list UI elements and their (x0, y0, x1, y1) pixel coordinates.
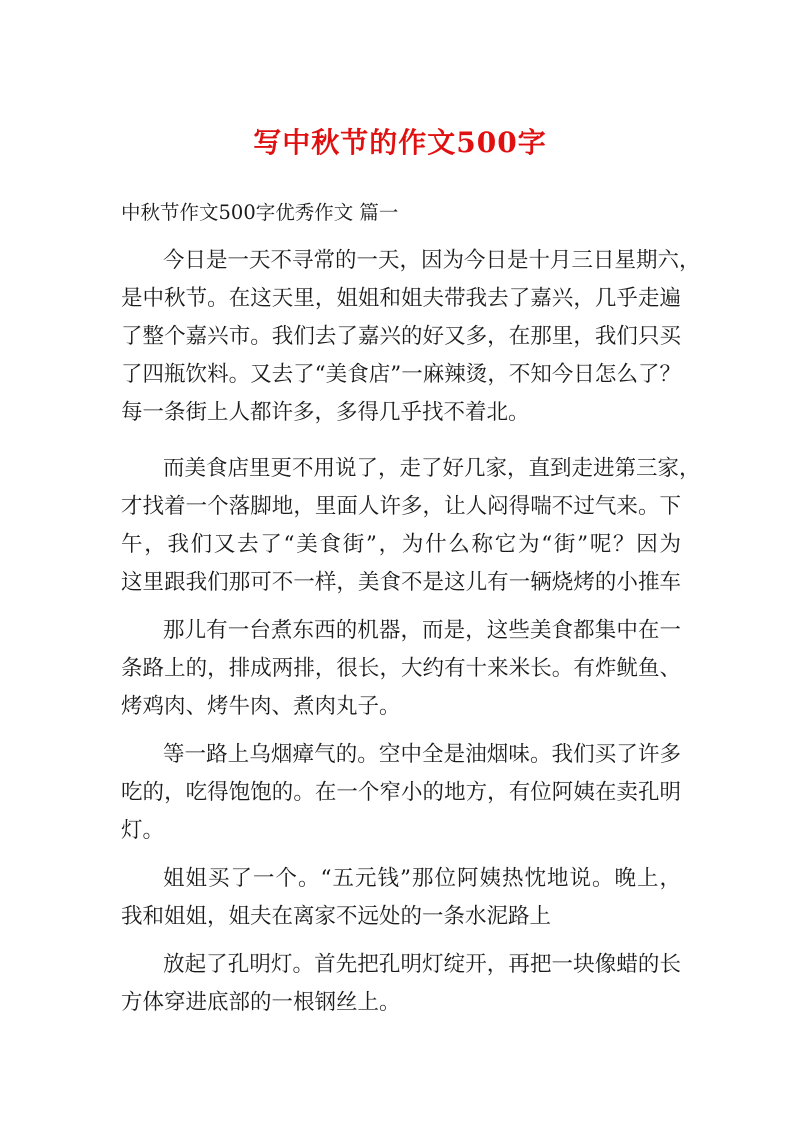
paragraph-line: 灯。 (121, 818, 165, 843)
document-title: 写中秋节的作文500字 (253, 126, 547, 159)
paragraph-line: 等一路上乌烟瘴气的。空中全是油烟味。我们买了许多 (163, 742, 681, 767)
paragraph-line: 我和姐姐，姐夫在离家不远处的一条水泥路上 (121, 904, 552, 929)
paragraph-line: 条路上的，排成两排，很长，大约有十来米长。有炸鱿鱼、 (121, 656, 681, 681)
paragraph-line: 烤鸡肉、烤牛肉、煮肉丸子。 (121, 694, 401, 719)
paragraph-line: 每一条街上人都许多，多得几乎找不着北。 (121, 400, 530, 425)
paragraph-line: 方体穿进底部的一根钢丝上。 (121, 990, 401, 1015)
paragraph-line: 而美食店里更不用说了，走了好几家，直到走进第三家， (163, 456, 701, 481)
essay-subtitle: 中秋节作文500字优秀作文 篇一 (121, 201, 399, 224)
paragraph-line: 放起了孔明灯。首先把孔明灯绽开，再把一块像蜡的长 (163, 952, 681, 977)
paragraph-line: 姐姐买了一个。“五元钱”那位阿姨热忱地说。晚上， (163, 866, 681, 891)
paragraph-line: 午，我们又去了“美食街”，为什么称它为“街”呢？因为 (121, 532, 681, 557)
paragraph-line: 才找着一个落脚地，里面人许多，让人闷得喘不过气来。下 (121, 494, 681, 519)
paragraph-line: 是中秋节。在这天里，姐姐和姐夫带我去了嘉兴，几乎走遍 (121, 286, 681, 311)
paragraph-line: 吃的，吃得饱饱的。在一个窄小的地方，有位阿姨在卖孔明 (121, 780, 681, 805)
paragraph-line: 了四瓶饮料。又去了“美食店”一麻辣烫，不知今日怎么了？ (121, 362, 681, 387)
paragraph-line: 今日是一天不寻常的一天，因为今日是十月三日星期六， (163, 248, 701, 273)
paragraph-line: 那儿有一台煮东西的机器，而是，这些美食都集中在一 (163, 618, 681, 643)
paragraph-line: 了整个嘉兴市。我们去了嘉兴的好又多，在那里，我们只买 (121, 324, 681, 349)
paragraph-line: 这里跟我们那可不一样，美食不是这儿有一辆烧烤的小推车 (121, 570, 681, 595)
